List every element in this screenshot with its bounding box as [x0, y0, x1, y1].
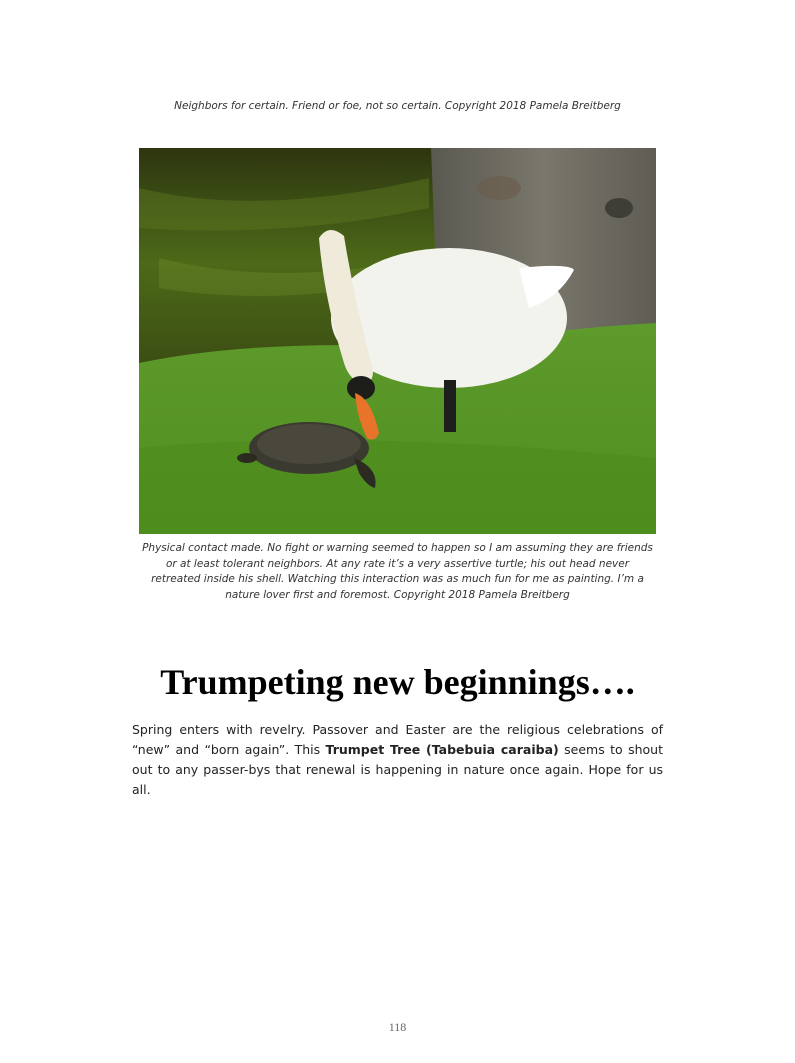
- swan-turtle-photo: [139, 148, 656, 534]
- page-number: 118: [388, 1020, 407, 1034]
- photo-caption-top: Neighbors for certain. Friend or foe, not so certain. Copyright 2018 Pamela Breitberg: [174, 100, 621, 112]
- photo-caption: Physical contact made. No fight or warning seemed to happen so I am assuming they are friends or at least tolerant neighbors. At any rate it’s a very assertive turtle; his out head never retreated inside his shell. Watching this interaction was as much fun for me as painting. I’m a nature lover first and foremost. Copyright 2018 Pamela Breitberg: [142, 542, 653, 601]
- paragraph-text-start: Spring enters with revelry. Passover and Easter are the religious celebrations of “new” and “born again”. This: [132, 722, 663, 757]
- body-paragraph: [132, 720, 663, 800]
- trumpet-tree-name: Trumpet Tree (Tabebuia caraiba): [325, 742, 559, 757]
- paragraph-text-end: seems to shout out to any passer-bys that renewal is happening in nature once again. Hope for us all.: [132, 742, 663, 797]
- section-heading: Trumpeting new beginnings….: [160, 662, 635, 702]
